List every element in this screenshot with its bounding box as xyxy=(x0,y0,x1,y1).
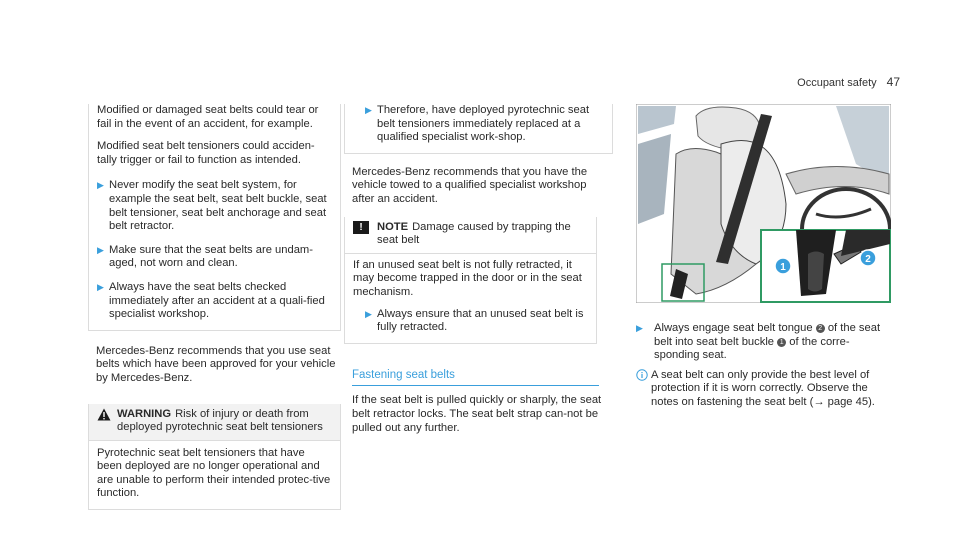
paragraph: Modified or damaged seat belts could tear or fail in the event of an accident, for example. xyxy=(97,104,319,130)
warning-continuation-box xyxy=(344,104,613,154)
bullet-arrow-icon: ▶ xyxy=(97,180,104,191)
warning-label: WARNING xyxy=(117,407,172,420)
warning-body: Pyrotechnic seat belt tensioners that have been deployed are no longer operational and are unable to perform their intended protec-tive function. xyxy=(97,446,331,500)
list-item: ▶ Never modify the seat belt system, for example the seat belt, seat belt buckle, seat belt tensioner, seat belt anchorage and seat belt retractor. xyxy=(97,179,327,233)
list-item: ▶ Therefore, have deployed pyrotechnic seat belt tensioners immediately replaced at a qualified specialist work-shop. xyxy=(365,104,590,144)
column-1 xyxy=(96,104,349,510)
callout-1: 1 xyxy=(780,262,786,273)
seat-belt-illustration xyxy=(636,104,891,303)
warning-header xyxy=(89,404,340,441)
warning-continuation-box xyxy=(88,104,341,331)
note-exclamation-icon: ! xyxy=(353,221,369,234)
bullet-arrow-icon: ▶ xyxy=(365,105,372,115)
warning-title: Risk of injury or death from deployed pyrotechnic seat belt tensioners xyxy=(117,407,323,434)
callout-2: 2 xyxy=(865,254,871,265)
info-note xyxy=(636,369,894,410)
bullet-arrow-icon: ▶ xyxy=(636,323,643,333)
list-item: ▶ Always ensure that an unused seat belt is fully retracted. xyxy=(365,307,584,334)
callout-badge-1: 1 xyxy=(777,338,786,347)
callout-badge-2: 2 xyxy=(816,324,825,333)
paragraph: Modified seat belt tensioners could acciden-tally trigger or fail to function as intended. xyxy=(97,140,315,166)
note-header xyxy=(345,217,596,254)
bullet-arrow-icon: ▶ xyxy=(97,281,104,292)
seat-belt-figure xyxy=(636,104,891,303)
info-icon xyxy=(636,369,651,410)
note-box xyxy=(344,217,597,344)
list-item: ▶ Always have the seat belts checked immediately after an accident at a quali-fied specialist workshop. xyxy=(97,280,325,321)
info-text: A seat belt can only provide the best level of protection if it is worn correctly. Observe the notes on fastening the seat belt (→ page 45). xyxy=(651,368,875,408)
list-item: ▶ Always engage seat belt tongue 2 of the seat belt into seat belt buckle 1 of the corre-sponding seat. xyxy=(636,322,881,362)
column-3 xyxy=(636,322,894,410)
page-number: 47 xyxy=(886,75,900,89)
bullet-arrow-icon: ▶ xyxy=(365,308,372,319)
warning-box xyxy=(88,404,341,511)
list-item: ▶ Make sure that the seat belts are undam-aged, not worn and clean. xyxy=(97,243,313,270)
warning-text xyxy=(117,408,332,435)
page-header xyxy=(797,75,900,89)
note-body: If an unused seat belt is not fully retracted, it may become trapped in the door or in the seat mechanism. xyxy=(353,258,582,298)
section-title: Fastening seat belts xyxy=(352,369,599,387)
note-title: Damage caused by trapping the seat belt xyxy=(377,220,571,247)
warning-triangle-icon xyxy=(97,408,117,435)
section-name: Occupant safety xyxy=(797,77,877,89)
paragraph: Mercedes-Benz recommends that you have the vehicle towed to a qualified specialist workshop after an accident. xyxy=(352,165,588,205)
note-label: NOTE xyxy=(377,220,409,233)
paragraph: If the seat belt is pulled quickly or sharply, the seat belt retractor locks. The seat belt strap can-not be pulled out any further. xyxy=(352,394,602,434)
column-2 xyxy=(352,104,608,444)
note-text xyxy=(377,221,588,248)
bullet-arrow-icon: ▶ xyxy=(97,244,104,255)
paragraph: Mercedes-Benz recommends that you use seat belts which have been approved for your vehicle by Mercedes-Benz. xyxy=(96,344,336,384)
